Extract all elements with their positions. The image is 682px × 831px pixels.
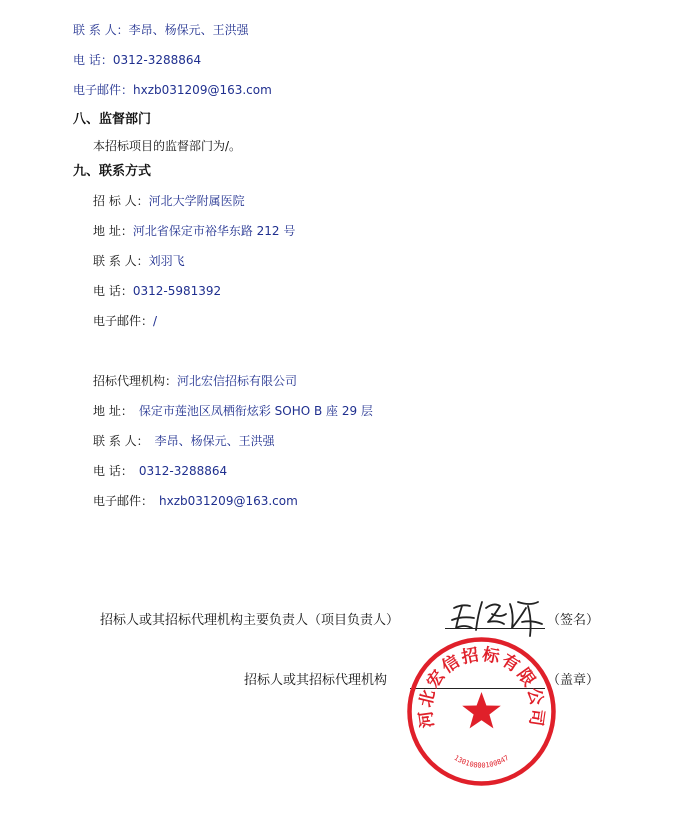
tenderer-email-label: 电子邮件： bbox=[93, 314, 154, 328]
agency-email-label: 电子邮件： bbox=[93, 494, 154, 508]
tenderer-address-row bbox=[93, 223, 295, 239]
agency-phone-label: 电 话： bbox=[93, 464, 133, 478]
company-seal bbox=[404, 634, 559, 789]
top-phone-label: 电 话： bbox=[73, 53, 113, 67]
top-contact-value: 李昂、杨保元、王洪强 bbox=[128, 23, 249, 37]
top-phone-row bbox=[73, 52, 201, 68]
seal-code: 13010800100847 bbox=[452, 753, 511, 770]
top-email-label: 电子邮件： bbox=[73, 83, 134, 97]
section8-text: 本招标项目的监督部门为/。 bbox=[93, 139, 242, 153]
seal-code-arc bbox=[453, 754, 511, 770]
agency-contact-label: 联 系 人： bbox=[93, 434, 149, 448]
agency-phone-row bbox=[93, 463, 227, 479]
signature-line2-suffix: （盖章） bbox=[547, 673, 600, 688]
tenderer-email-value: / bbox=[153, 314, 158, 328]
agency-address-row bbox=[93, 403, 373, 419]
seal-star-icon bbox=[462, 692, 501, 728]
seal-text: 河北宏信招标有限公司 bbox=[415, 644, 548, 730]
tenderer-contact-row bbox=[93, 253, 185, 269]
agency-email-row bbox=[93, 493, 298, 509]
agency-contact-row bbox=[93, 433, 275, 449]
agency-address-value: 保定市莲池区凤栖衔炫彩 SOHO B 座 29 层 bbox=[138, 404, 373, 418]
top-email-value: hxzb031209@163.com bbox=[133, 83, 272, 97]
tenderer-name-row bbox=[93, 193, 245, 209]
agency-name-row bbox=[93, 373, 297, 389]
tenderer-phone-row bbox=[93, 283, 221, 299]
signature-line1-text: 招标人或其招标代理机构主要负责人（项目负责人） bbox=[100, 613, 400, 628]
top-phone-value: 0312-3288864 bbox=[112, 53, 202, 67]
agency-contact-value: 李昂、杨保元、王洪强 bbox=[154, 434, 275, 448]
tenderer-phone-value: 0312-5981392 bbox=[132, 284, 222, 298]
top-contact-label: 联 系 人： bbox=[73, 23, 129, 37]
agency-address-label: 地 址： bbox=[93, 404, 133, 418]
section9-heading: 九、联系方式 bbox=[73, 164, 152, 179]
tenderer-contact-label: 联 系 人： bbox=[93, 254, 149, 268]
tenderer-address-label: 地 址： bbox=[93, 224, 133, 238]
agency-phone-value: 0312-3288864 bbox=[138, 464, 228, 478]
tenderer-name-value: 河北大学附属医院 bbox=[148, 194, 245, 208]
agency-email-value: hxzb031209@163.com bbox=[159, 494, 298, 508]
tenderer-contact-value: 刘羽飞 bbox=[148, 254, 185, 268]
section8-heading: 八、监督部门 bbox=[73, 112, 152, 127]
signature-line2-text: 招标人或其招标代理机构 bbox=[244, 673, 388, 688]
agency-name-label: 招标代理机构： bbox=[93, 374, 178, 388]
agency-name-value: 河北宏信招标有限公司 bbox=[177, 374, 298, 388]
top-email-row bbox=[73, 82, 272, 98]
top-contact-row bbox=[73, 22, 249, 38]
tenderer-email-row bbox=[93, 313, 157, 329]
tenderer-phone-label: 电 话： bbox=[93, 284, 133, 298]
tenderer-address-value: 河北省保定市裕华东路 212 号 bbox=[132, 224, 296, 238]
tenderer-name-label: 招 标 人： bbox=[93, 194, 149, 208]
signature-line1-suffix: （签名） bbox=[547, 613, 600, 628]
